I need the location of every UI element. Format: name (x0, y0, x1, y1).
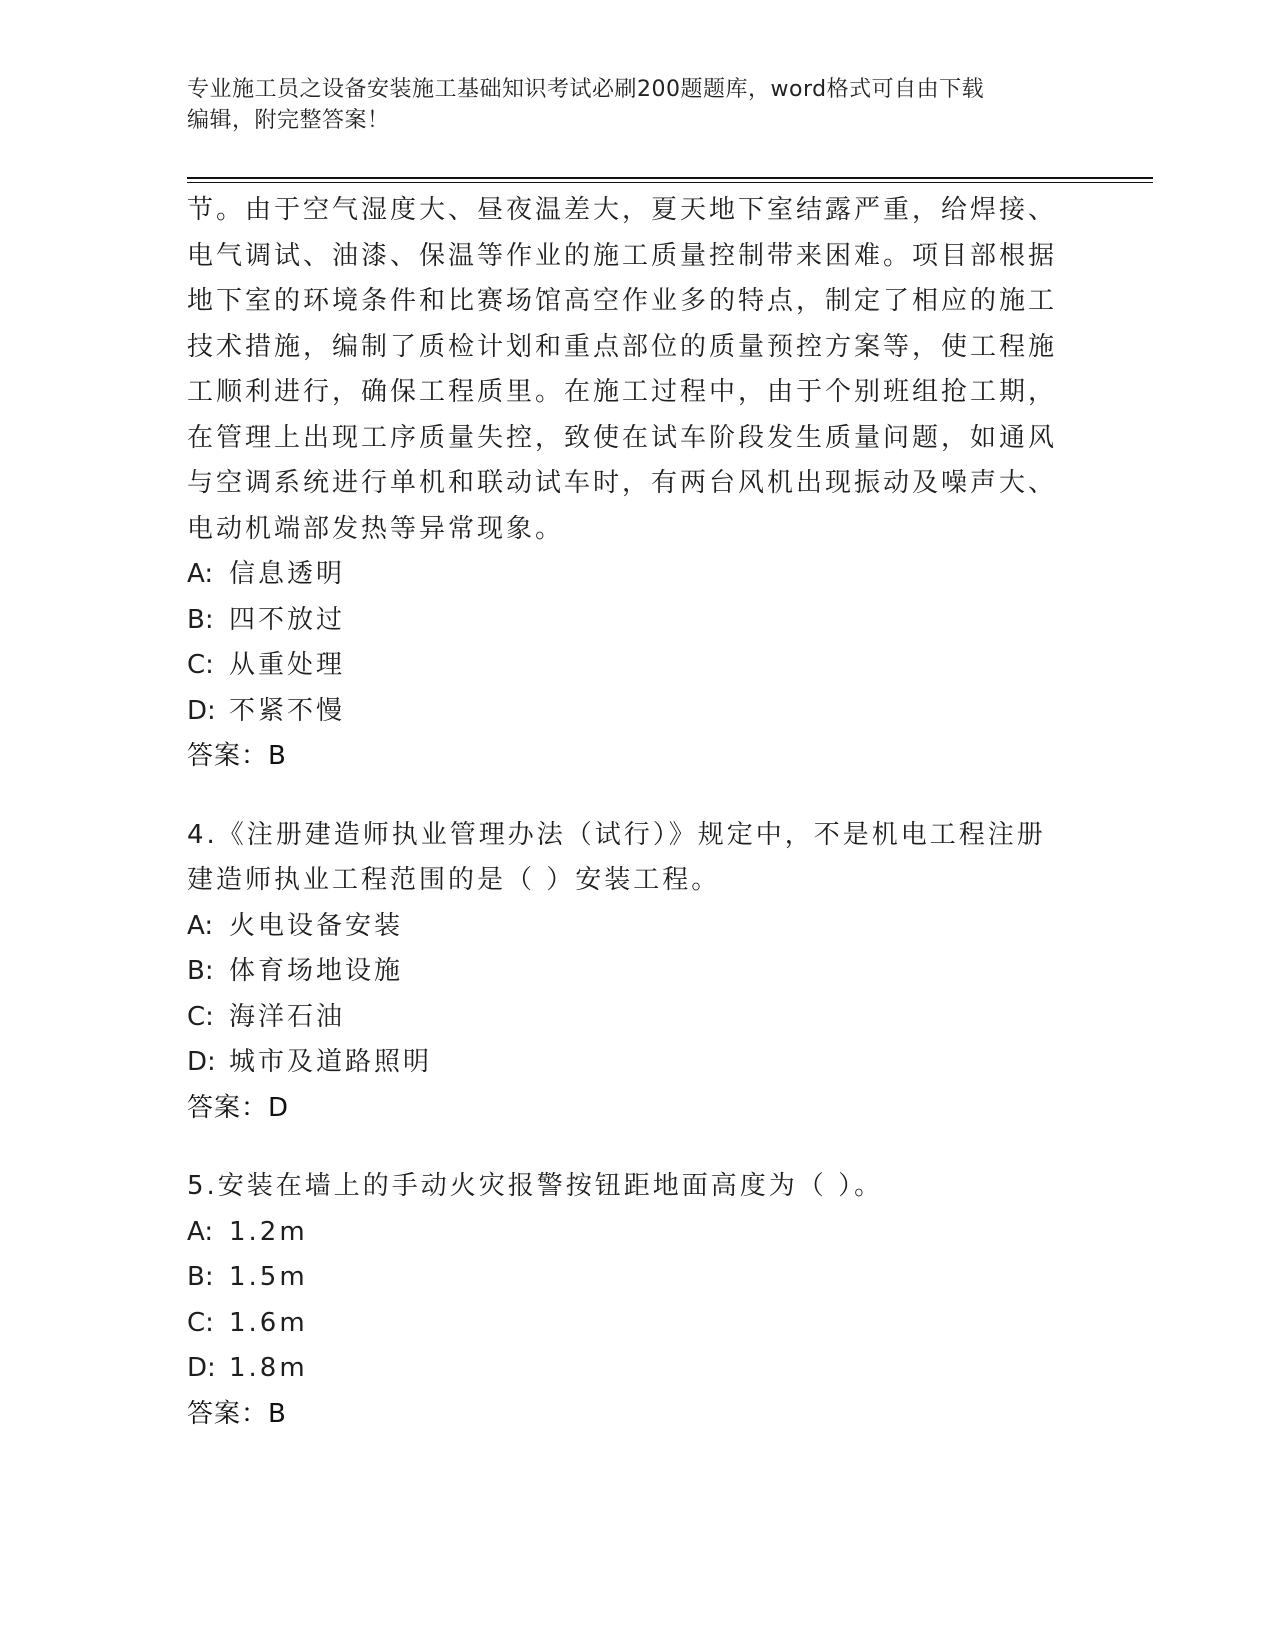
option-b (187, 949, 1087, 995)
option-key: B: (187, 1262, 214, 1292)
document-body (187, 188, 1087, 1437)
option-key: D: (187, 1353, 216, 1383)
option-text: 1.2m (229, 1216, 308, 1247)
header-divider-thin (187, 182, 1153, 183)
option-text: 1.5m (229, 1262, 308, 1292)
question-3-text-line: 与空调系统进行单机和联动试车时，有两台风机出现振动及噪声大、 (187, 468, 1058, 498)
option-key: D: (187, 1047, 216, 1077)
option-a (187, 904, 1087, 950)
question-3-text-line: 电动机端部发热等异常现象。 (187, 513, 565, 544)
option-d (187, 1040, 1087, 1086)
question-3-text-line: 节。由于空气湿度大、昼夜温差大，夏天地下室结露严重，给焊接、 (187, 195, 1058, 225)
answer-label: 答案：D (187, 1092, 290, 1123)
option-text: 四不放过 (229, 604, 346, 635)
question-4-text-line: 建造师执业工程范围的是（ ）安装工程。 (187, 865, 721, 895)
question-3-text-line: 工顺利进行，确保工程质里。在施工过程中，由于个别班组抢工期， (187, 377, 1058, 407)
header-title-line-2: 编辑，附完整答案！ (187, 108, 390, 133)
option-b (187, 1255, 1087, 1301)
option-b (187, 598, 1087, 644)
document-header (187, 74, 1067, 136)
option-key: D: (187, 695, 216, 726)
option-text: 从重处理 (229, 650, 346, 680)
option-text: 信息透明 (229, 559, 346, 589)
option-text: 1.6m (229, 1307, 308, 1338)
question-3 (187, 188, 1087, 780)
option-c (187, 1301, 1087, 1347)
option-text: 城市及道路照明 (229, 1047, 433, 1077)
question-3-text-line: 在管理上出现工序质量失控，致使在试车阶段发生质量问题，如通风 (187, 422, 1058, 453)
question-5-text-line: 5.安装在墙上的手动火灾报警按钮距地面高度为（ ）。 (187, 1171, 884, 1201)
option-key: A: (187, 559, 214, 589)
question-3-text-line: 技术措施，编制了质检计划和重点部位的质量预控方案等，使工程施 (187, 331, 1058, 362)
option-key: C: (187, 1001, 214, 1032)
option-c (187, 995, 1087, 1041)
option-a (187, 552, 1087, 598)
question-5 (187, 1164, 1087, 1437)
option-text: 海洋石油 (229, 1001, 346, 1032)
question-4 (187, 813, 1087, 1132)
option-text: 不紧不慢 (229, 695, 346, 726)
question-3-text-line: 电气调试、油漆、保温等作业的施工质量控制带来困难。项目部根据 (187, 240, 1058, 271)
answer-label: 答案：B (187, 741, 287, 771)
option-text: 火电设备安装 (229, 910, 404, 941)
option-key: B: (187, 604, 214, 635)
spacer (187, 780, 1087, 813)
option-c (187, 643, 1087, 689)
question-4-text-line: 4.《注册建造师执业管理办法（试行）》规定中，不是机电工程注册 (187, 819, 1046, 850)
option-d (187, 689, 1087, 735)
header-divider-thick (187, 177, 1153, 179)
option-key: A: (187, 910, 214, 941)
question-3-text-line: 地下室的环境条件和比赛场馆高空作业多的特点，制定了相应的施工 (187, 286, 1058, 316)
option-key: A: (187, 1216, 214, 1247)
header-title-line-1: 专业施工员之设备安装施工基础知识考试必刷200题题库，word格式可自由下载 (187, 77, 985, 102)
option-text: 1.8m (229, 1353, 308, 1383)
option-key: B: (187, 956, 214, 986)
spacer (187, 1131, 1087, 1164)
option-key: C: (187, 1307, 214, 1338)
option-key: C: (187, 650, 214, 680)
option-d (187, 1346, 1087, 1392)
option-a (187, 1210, 1087, 1256)
option-text: 体育场地设施 (229, 956, 404, 986)
answer-label: 答案：B (187, 1398, 287, 1429)
